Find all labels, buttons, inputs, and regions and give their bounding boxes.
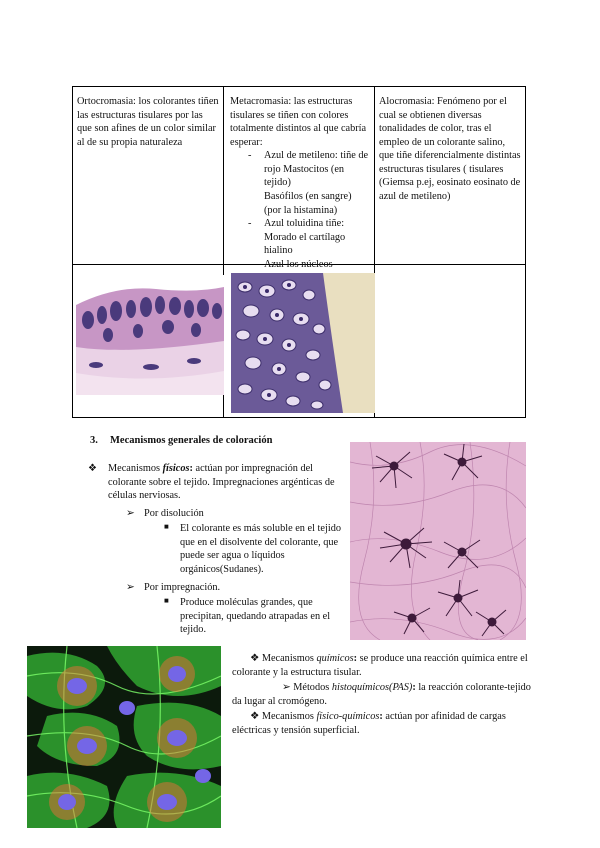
bullet-quimicos: ❖ Mecanismos químicos: se produce una reacción química entre el colorante y la estructura tisular. — [232, 653, 528, 678]
cell-cartilage-image — [224, 265, 375, 418]
dash-marker: - — [248, 218, 252, 230]
square-bullet-icon: ■ — [164, 596, 169, 606]
cell-ortocromasia — [73, 87, 224, 265]
epithelium-micrograph — [76, 275, 224, 395]
section-number: 3. — [90, 435, 98, 446]
cartilage-micrograph — [231, 273, 375, 413]
ortocromasia-text: Ortocromasia: los colorantes tiñen las estructuras tisulares por las que son afines de un color similar al de su propia naturaleza — [77, 96, 219, 148]
metacromasia-item-1-cont: Basófilos (en sangre) (por la histamina) — [264, 191, 352, 216]
cell-epithelium-image — [73, 265, 224, 418]
dash-marker: - — [248, 150, 252, 162]
chemical-mechanisms — [232, 652, 532, 737]
detail-impregnacion: ■ Produce moléculas grandes, que precipitan, quedando atrapadas en el tejido. — [164, 596, 331, 636]
cell-metacromasia — [224, 87, 375, 270]
physical-mechanisms — [88, 462, 346, 637]
arrow-bullet-icon: ➢ — [126, 507, 135, 519]
metacromasia-item-2-cont: Azul los núcleos — [264, 258, 333, 270]
neuron-silver-stain-image — [350, 442, 526, 640]
alocromasia-text: Alocromasia: Fenómeno por el cual se obtienen diversas tonalidades de color, tras el empleo de un colorante salino, que tiñe diferencialmente distintas estructuras tisulares ( tisulares (Giemsa p.ej, eosinato eosinato de azul de metileno) — [379, 96, 521, 203]
detail-disolucion: ■ El colorante es más soluble en el tejido que en el disolvente del colorante, que puede ser agua o líquidos orgánicos(Sudanes). — [164, 522, 341, 576]
subitem-histoquimicos: ➢ Métodos histoquímicos(PAS): la reacción colorante-tejido da lugar al cromógeno. — [232, 682, 531, 707]
arrow-bullet-icon: ➢ — [282, 682, 291, 694]
diamond-bullet-icon: ❖ — [250, 711, 260, 723]
cell-empty — [375, 265, 526, 418]
metacromasia-intro: Metacromasia: las estructuras tisulares se tiñen con colores totalmente distintos al que cabría esperar: — [230, 96, 367, 148]
diamond-bullet-icon: ❖ — [250, 653, 260, 664]
metacromasia-item-1: - Azul de metileno: tiñe de rojo Mastocitos (en tejido) — [248, 150, 369, 189]
subitem-impregnacion: ➢ Por impregnación. — [126, 581, 221, 593]
section-heading — [90, 434, 272, 448]
bullet-fisicoquimicos: ❖ Mecanismos físico-químicos: actúan por afinidad de cargas eléctricas y tensión superficial. — [232, 711, 506, 736]
fluorescence-cells-image — [27, 646, 221, 828]
arrow-bullet-icon: ➢ — [126, 581, 135, 593]
cell-alocromasia — [375, 87, 526, 265]
square-bullet-icon: ■ — [164, 522, 169, 532]
section-title: Mecanismos generales de coloración — [110, 435, 273, 446]
diamond-bullet-icon: ❖ — [88, 463, 97, 474]
subitem-disolucion: ➢ Por disolución — [126, 507, 204, 519]
staining-table — [72, 86, 526, 418]
bullet-fisicos: ❖ Mecanismos físicos: actúan por impregnación del colorante sobre el tejido. Impregnaciones argénticas de células nerviosas. — [88, 463, 335, 502]
metacromasia-item-2: - Azul toluidina tiñe: Morado el cartílago hialino — [248, 218, 346, 257]
